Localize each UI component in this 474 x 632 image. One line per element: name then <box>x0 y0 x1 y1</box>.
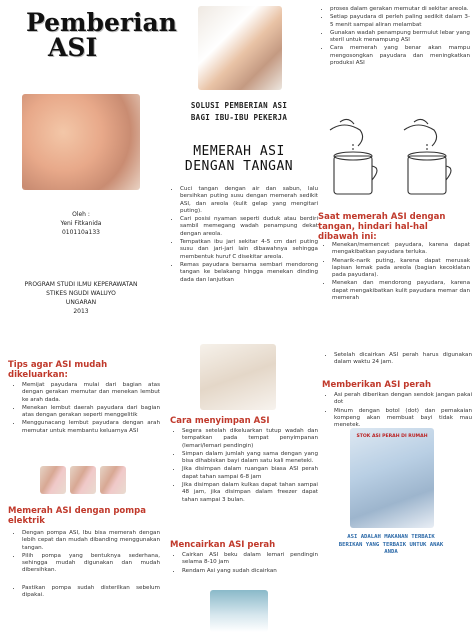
author-label: Oleh : <box>72 211 90 218</box>
tips-title: Tips agar ASI mudah dikeluarkan: <box>8 360 108 380</box>
hand-expression-panel <box>164 4 318 312</box>
storage-list <box>170 428 318 505</box>
closing-line: BERIKAN YANG TERBAIK UNTUK ANAK <box>338 541 444 548</box>
hand-expression-steps <box>168 186 318 285</box>
title-line-1: Pemberian <box>26 8 177 37</box>
heading-line: DENGAN TANGAN <box>184 159 294 174</box>
avoid-section-title: Saat memerah ASI dengan tangan, hindari hal-hal dibawah ini: <box>318 212 446 242</box>
institution-line: STIKES NGUDI WALUYO <box>46 290 116 297</box>
tips-list <box>10 382 160 436</box>
pumping-woman-photo <box>200 344 276 410</box>
milk-bottle-photo <box>210 590 268 632</box>
hand-expression-cont-panel <box>316 4 470 312</box>
closing-message <box>316 534 466 557</box>
avoid-list <box>320 242 470 303</box>
list-item: • Minum dengan botol (dot) dan pemakaian kompeng akan membuat bayi tidak mau menetek. <box>334 408 472 430</box>
list-item: • Cara memerah yang benar akan mampu mengosongkan payudara dan meningkatkan produksi ASI <box>330 45 470 67</box>
list-item: • Cuci tangan dengan air dan sabun, lalu bersihkan puting susu dengan memerah sedikit ASI, dan areola (kulit gelap yang mengitari puting). <box>180 186 318 215</box>
list-item: • Menekan/memencet payudara, karena dapat mengakibatkan payudara terluka. <box>332 242 470 257</box>
slogan <box>164 100 314 124</box>
author-name: Yeni Fitkanida <box>60 220 102 227</box>
cover-panel <box>6 4 177 315</box>
tips-panel <box>6 324 160 632</box>
mother-nursing-photo <box>198 6 282 90</box>
slogan-line: SOLUSI PEMBERIAN ASI <box>190 101 288 110</box>
milk-storage-poster <box>350 428 434 528</box>
list-item: • Gunakan wadah penampung bermulut lebar yang steril untuk menampung ASI <box>330 30 470 45</box>
institution-block <box>6 280 156 316</box>
massage-step-image <box>40 466 66 494</box>
list-item: • Setelah dicairkan ASI perah harus digunakan dalam waktu 24 jam. <box>334 352 472 367</box>
institution-line: UNGARAN <box>65 299 97 306</box>
list-item: • Remas payudara bersama sembari mendorong tangan ke belakang hingga menekan dinding dada dan lanjutkan <box>180 262 318 284</box>
institution-line: PROGRAM STUDI ILMU KEPERAWATAN <box>24 281 138 288</box>
hand-expression-illustration <box>320 116 462 200</box>
breastfeeding-photo <box>22 94 140 190</box>
feeding-panel <box>316 324 472 632</box>
closing-line: ASI ADALAH MAKANAN TERBAIK <box>347 534 435 540</box>
list-item: • Rendam Asi yang sudah dicairkan <box>182 568 318 575</box>
institution-line: 2013 <box>73 308 89 315</box>
list-item: • Dengan pompa ASI, Ibu bisa memerah dengan lebih cepat dan mudah dibanding menggunakan tangan. <box>22 530 160 552</box>
pump-title: Memerah ASI dengan pompa elektrik <box>8 506 146 526</box>
pump-list <box>10 530 160 600</box>
thaw-list-cont <box>322 352 472 368</box>
storage-title: Cara menyimpan ASI <box>170 416 270 426</box>
hand-expression-steps-cont <box>318 6 470 68</box>
author-block <box>6 210 156 237</box>
author-id: 010110a133 <box>61 229 101 236</box>
heading-line: MEMERAH ASI <box>193 144 285 159</box>
list-item: • Pilih pompa yang bentuknya sederhana, sehingga mudah digunakan dan mudah dibersihkan. <box>22 553 160 575</box>
list-item: • Simpan dalam jumlah yang sama dengan yang bisa dihabiskan bayi dalam satu kali meneteki. <box>182 451 318 466</box>
storage-panel <box>164 324 318 632</box>
poster-caption: STOK ASI PERAH DI RUMAH <box>356 434 428 439</box>
list-item: • Segera setelah dikeluarkan tutup wadah dan tempatkan pada tempat penyimpanan (lemari/lemari pendingin) <box>182 428 318 450</box>
list-item: • Pastikan pompa sudah disterilkan sebelum dipakai. <box>22 585 160 600</box>
thaw-list <box>170 552 318 576</box>
list-item: • Memijat payudara mulai dari bagian atas dengan gerakan memutar dan menekan lembut ke arah dada. <box>22 382 160 404</box>
closing-line: ANDA <box>384 549 398 555</box>
massage-step-image <box>70 466 96 494</box>
list-item: • Menekan lembut daerah payudara dari bagian atas dengan gerakan seperti menggelitik <box>22 405 160 420</box>
feeding-title: Memberikan ASI perah <box>322 380 432 390</box>
list-item: • Tempatkan ibu jari sekitar 4-5 cm dari puting susu dan jari-jari lain dibawahnya sehingga membentuk huruf C disekitar areola. <box>180 239 318 261</box>
feeding-list <box>322 392 472 430</box>
list-item: • Setiap payudara di perleh paling sedikit dalam 3-5 menit sampai aliran melambat <box>330 14 470 29</box>
title-line-2: ASI <box>48 33 98 62</box>
section-heading <box>164 144 314 174</box>
thaw-title: Mencairkan ASI perah <box>170 540 276 550</box>
list-item: • Menekan dan mendorong payudara, karena dapat mengakibatkan kulit payudara memar dan memerah <box>332 280 470 302</box>
list-item: • proses dalam gerakan memutar di sekitar areola. <box>330 6 470 13</box>
list-item: • Cairkan ASI beku dalam lemari pendingin selama 8-10 jam <box>182 552 318 567</box>
list-item: • Jika disimpan dalam ruangan biasa ASI perah dapat tahan sampai 6-8 jam <box>182 466 318 481</box>
slogan-line: BAGI IBU-IBU PEKERJA <box>190 113 288 122</box>
list-item: • Asi perah diberikan dengan sendok jangan pakai dot <box>334 392 472 407</box>
leaflet-title <box>26 10 177 60</box>
list-item: • Menggunacang lembut payudara dengan arah memutar untuk membantu keluarnya ASI <box>22 420 160 435</box>
list-item: • Menarik-narik puting, karena dapat merusak lapisan lemak pada areola (bagian kecoklatan pada payudara). <box>332 258 470 280</box>
list-item: • Cari posisi nyaman seperti duduk atau berdiri sambil memegang wadah penampung dekat dengan areola. <box>180 216 318 238</box>
list-item: • Jika disimpan dalam kulkas dapat tahan sampai 48 jam, jika disimpan dalam freezer dapat tahan sampai 3 bulan. <box>182 482 318 504</box>
massage-step-image <box>100 466 126 494</box>
